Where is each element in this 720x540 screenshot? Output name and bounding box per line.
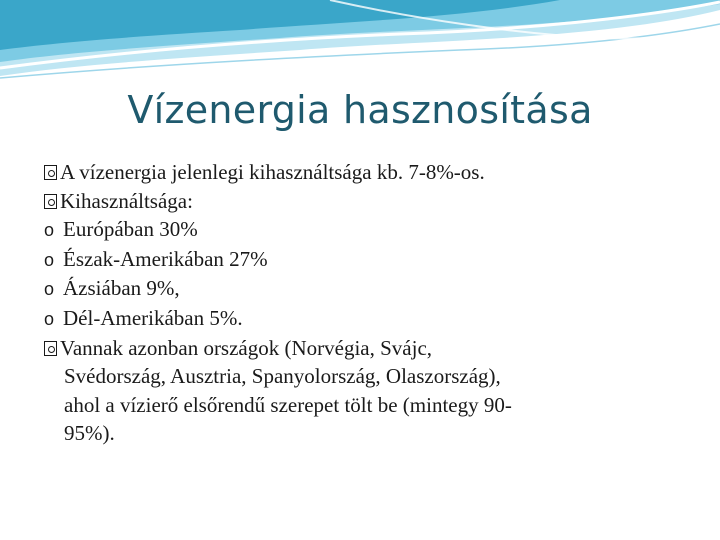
circle-bullet-icon: o — [44, 308, 55, 329]
circle-bullet-icon: o — [44, 249, 55, 270]
circle-bullet-icon: o — [44, 279, 55, 300]
bullet-continuation: 95%). — [64, 421, 115, 446]
sub-bullet-item — [44, 274, 684, 304]
bullet-item — [44, 334, 684, 363]
sub-bullet-text: Európában 30% — [63, 217, 198, 242]
bullet-continuation: ahol a vízierő elsőrendű szerepet tölt be (mintegy 90- — [64, 392, 512, 417]
slide-title: Vízenergia hasznosítása — [127, 88, 593, 132]
bullet-text: Vannak azonban országok (Norvégia, Svájc, — [60, 335, 433, 360]
sub-bullet-item — [44, 245, 684, 275]
sub-bullet-item — [44, 215, 684, 245]
bullet-continuation: Svédország, Ausztria, Spanyolország, Olaszország), — [64, 364, 501, 389]
bullet-text: A vízenergia jelenlegi kihasználtsága kb. 7-8%-os. — [60, 160, 485, 184]
decorative-wave-header — [0, 0, 720, 90]
bullet-item — [44, 187, 684, 216]
sub-bullet-text: Észak-Amerikában 27% — [63, 246, 268, 271]
sub-bullet-text: Ázsiában 9%, — [63, 276, 180, 301]
sub-bullet-text: Dél-Amerikában 5%. — [63, 305, 243, 330]
bullet-text: Kihasználtsága: — [60, 188, 193, 213]
circle-bullet-icon: o — [44, 220, 55, 241]
square-bullet-icon — [44, 341, 57, 356]
slide-body — [44, 158, 684, 448]
sub-bullet-item — [44, 304, 684, 334]
bullet-item — [44, 158, 684, 187]
square-bullet-icon — [44, 194, 57, 209]
square-bullet-icon — [44, 165, 57, 180]
